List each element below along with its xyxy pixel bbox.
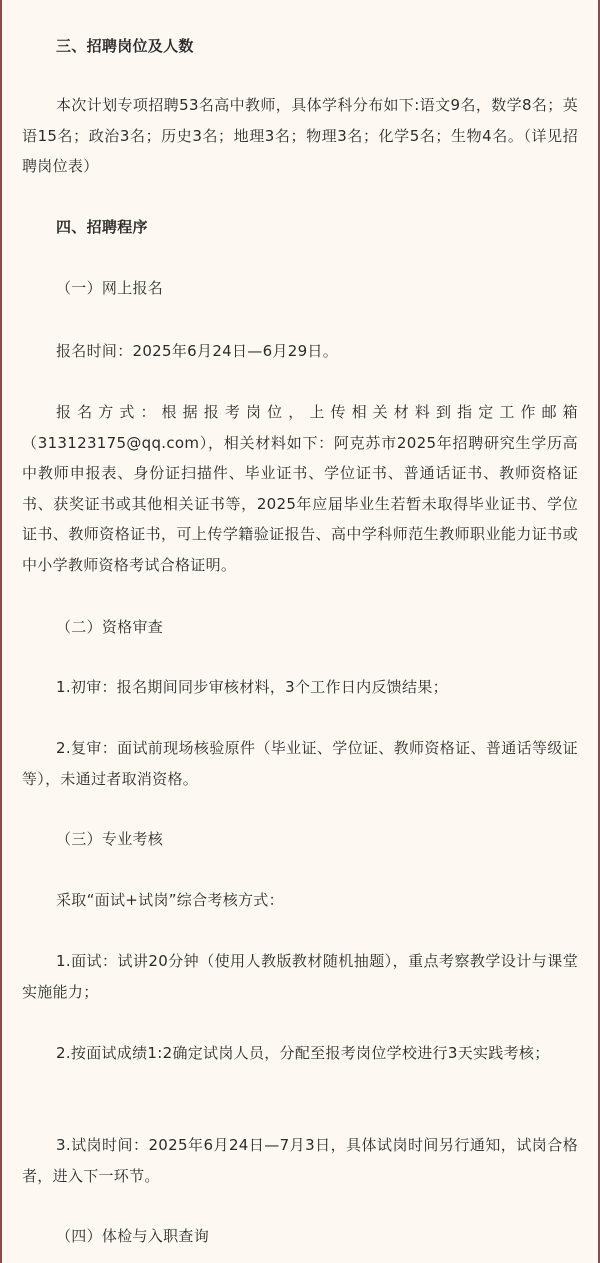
subsection-3-title: （三）专业考核 xyxy=(56,830,164,848)
initial-review-item: 1.初审：报名期间同步审核材料，3个工作日内反馈结果； xyxy=(56,678,448,696)
section-3-heading: 三、招聘岗位及人数 xyxy=(56,37,194,55)
section-4-heading: 四、招聘程序 xyxy=(56,218,148,236)
section-3-body: 本次计划专项招聘53名高中教师，具体学科分布如下:语文9名，数学8名；英语15名；政治3名；历史3名；地理3名；物理3名；化学5名；生物4名。（详见招聘岗位表） xyxy=(22,96,578,175)
interview-item: 1.面试：试讲20分钟（使用人教版教材随机抽题），重点考察教学设计与课堂实施能力； xyxy=(22,952,578,1001)
assessment-intro: 采取“面试+试岗”综合考核方式： xyxy=(56,891,284,909)
subsection-1-title: （一）网上报名 xyxy=(56,279,164,297)
second-review-item: 2.复审：面试前现场核验原件（毕业证、学位证、教师资格证、普通话等级证等），未通过者取消资格。 xyxy=(22,739,578,788)
registration-method: 报名方式：根据报考岗位，上传相关材料到指定工作邮箱（313123175@qq.com），相关材料如下：阿克苏市2025年招聘研究生学历高中教师申报表、身份证扫描件、毕业证书、学位证书、普通话证书、教师资格证书、获奖证书或其他相关证书等，2025年应届毕业生若暂未取得毕业证书、学位证书、教师资格证书，可上传学籍验证报告、高中学科师范生教师职业能力证书或中小学教师资格考试合格证明。 xyxy=(22,403,578,574)
trial-period-item: 3.试岗时间：2025年6月24日—7月3日，具体试岗时间另行通知，试岗合格者，进入下一环节。 xyxy=(22,1136,578,1185)
trial-selection-item: 2.按面试成绩1:2确定试岗人员，分配至报考岗位学校进行3天实践考核； xyxy=(56,1044,550,1062)
left-border xyxy=(0,0,2,1263)
registration-time: 报名时间：2025年6月24日—6月29日。 xyxy=(56,342,339,360)
subsection-4-title: （四）体检与入职查询 xyxy=(56,1227,210,1245)
subsection-2-title: （二）资格审查 xyxy=(56,618,164,636)
